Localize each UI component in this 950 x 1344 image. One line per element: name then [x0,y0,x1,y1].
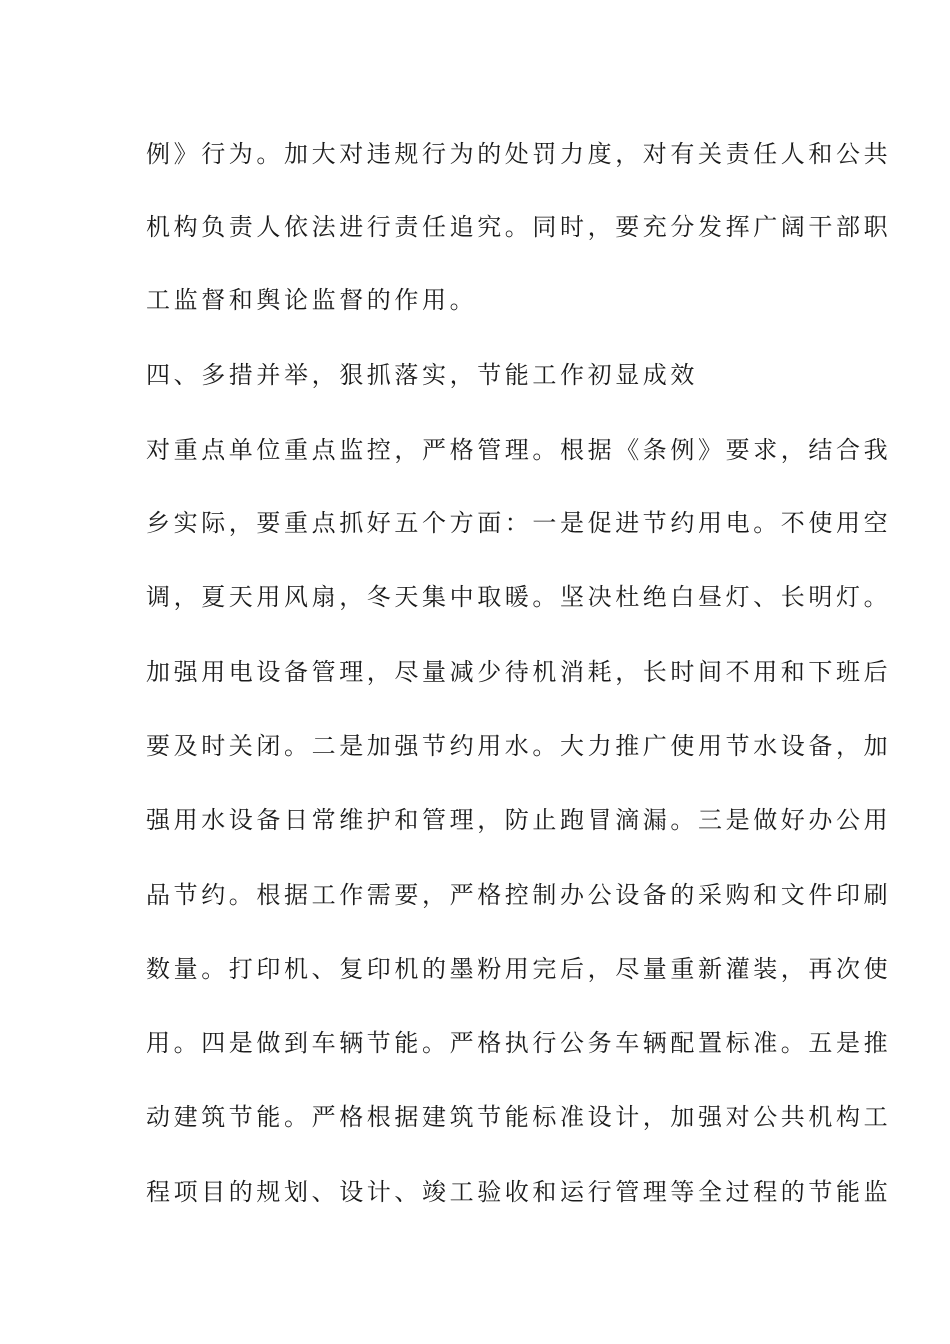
text-line: 要及时关闭。二是加强节约用水。大力推广使用节水设备，加 [146,732,892,760]
text-line: 调，夏天用风扇，冬天集中取暖。坚决杜绝白昼灯、长明灯。 [146,583,892,611]
text-line: 例》行为。加大对违规行为的处罚力度，对有关责任人和公共 [146,140,892,168]
text-line: 程项目的规划、设计、竣工验收和运行管理等全过程的节能监 [146,1178,892,1206]
text-line: 用。四是做到车辆节能。严格执行公务车辆配置标准。五是推 [146,1029,892,1057]
text-line: 动建筑节能。严格根据建筑节能标准设计，加强对公共机构工 [146,1103,892,1131]
text-line: 加强用电设备管理，尽量减少待机消耗，长时间不用和下班后 [146,658,892,686]
text-line: 对重点单位重点监控，严格管理。根据《条例》要求，结合我 [146,436,892,464]
text-line: 品节约。根据工作需要，严格控制办公设备的采购和文件印刷 [146,881,892,909]
text-line: 工监督和舆论监督的作用。 [146,286,478,314]
section-heading: 四、多措并举，狠抓落实，节能工作初显成效 [146,361,698,389]
text-line: 强用水设备日常维护和管理，防止跑冒滴漏。三是做好办公用 [146,806,892,834]
text-line: 乡实际，要重点抓好五个方面：一是促进节约用电。不使用空 [146,509,892,537]
text-line: 数量。打印机、复印机的墨粉用完后，尽量重新灌装，再次使 [146,955,892,983]
text-line: 机构负责人依法进行责任追究。同时，要充分发挥广阔干部职 [146,213,892,241]
